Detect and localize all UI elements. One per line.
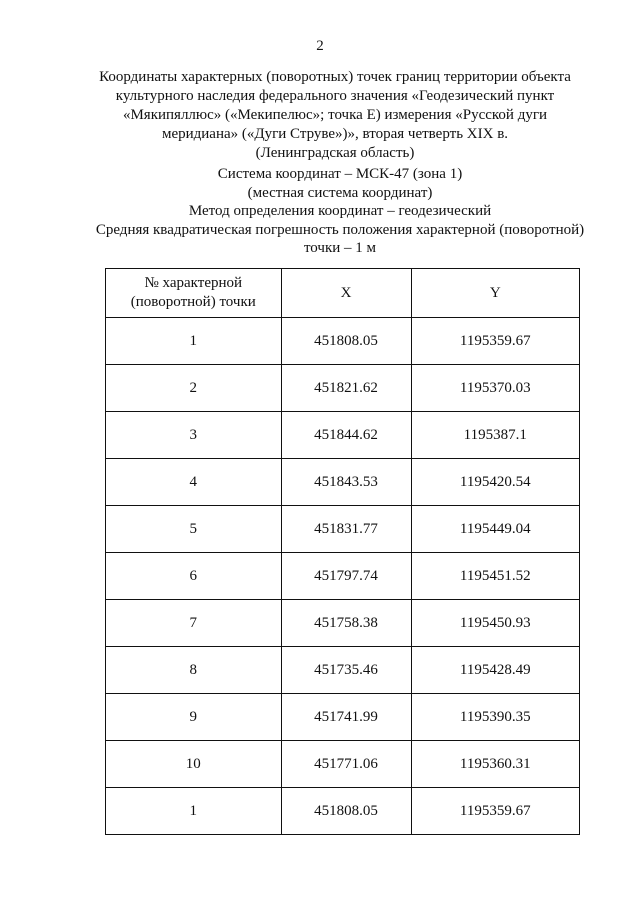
cell-x: 451771.06 xyxy=(281,741,411,788)
table-row xyxy=(106,506,580,553)
title-line: культурного наследия федерального значения «Геодезический пункт xyxy=(115,88,555,104)
table-row xyxy=(106,694,580,741)
header-x: X xyxy=(281,269,411,318)
table-row xyxy=(106,412,580,459)
coordinates-table xyxy=(105,268,580,835)
cell-y: 1195359.67 xyxy=(411,318,579,365)
system-line: Метод определения координат – геодезический xyxy=(188,203,492,219)
cell-point: 6 xyxy=(106,553,282,600)
cell-x: 451831.77 xyxy=(281,506,411,553)
table-row xyxy=(106,600,580,647)
cell-x: 451758.38 xyxy=(281,600,411,647)
cell-y: 1195451.52 xyxy=(411,553,579,600)
cell-x: 451808.05 xyxy=(281,318,411,365)
cell-y: 1195420.54 xyxy=(411,459,579,506)
table-row xyxy=(106,318,580,365)
table-row xyxy=(106,459,580,506)
cell-point: 7 xyxy=(106,600,282,647)
cell-point: 4 xyxy=(106,459,282,506)
table-row xyxy=(106,553,580,600)
coordinate-system-info xyxy=(60,165,620,258)
cell-y: 1195360.31 xyxy=(411,741,579,788)
system-line: Система координат – МСК-47 (зона 1) xyxy=(217,166,463,182)
cell-point: 2 xyxy=(106,365,282,412)
cell-y: 1195428.49 xyxy=(411,647,579,694)
cell-y: 1195390.35 xyxy=(411,694,579,741)
cell-point: 8 xyxy=(106,647,282,694)
cell-x: 451808.05 xyxy=(281,788,411,835)
cell-point: 10 xyxy=(106,741,282,788)
cell-x: 451797.74 xyxy=(281,553,411,600)
cell-y: 1195450.93 xyxy=(411,600,579,647)
cell-x: 451844.62 xyxy=(281,412,411,459)
table-row xyxy=(106,788,580,835)
cell-x: 451843.53 xyxy=(281,459,411,506)
document-title xyxy=(90,68,580,163)
header-point-number xyxy=(106,269,282,318)
cell-x: 451735.46 xyxy=(281,647,411,694)
system-line: точки – 1 м xyxy=(303,240,377,256)
table-row xyxy=(106,741,580,788)
system-line: (местная система координат) xyxy=(247,184,433,201)
page-number: 2 xyxy=(316,38,324,54)
table-row xyxy=(106,647,580,694)
title-line: меридиана» («Дуги Струве»)», вторая четверть XIX в. xyxy=(161,126,509,142)
system-line: Средняя квадратическая погрешность положения характерной (поворотной) xyxy=(95,221,585,238)
title-line: (Ленинградская область) xyxy=(255,145,415,161)
cell-y: 1195449.04 xyxy=(411,506,579,553)
title-line: «Мякипяллюс» («Мекипелюс»; точка Е) измерения «Русской дуги xyxy=(122,107,548,123)
cell-point: 1 xyxy=(106,318,282,365)
table-header-row xyxy=(106,269,580,318)
cell-x: 451821.62 xyxy=(281,365,411,412)
cell-point: 3 xyxy=(106,412,282,459)
table-row xyxy=(106,365,580,412)
cell-point: 1 xyxy=(106,788,282,835)
header-y: Y xyxy=(411,269,579,318)
cell-y: 1195370.03 xyxy=(411,365,579,412)
title-line: Координаты характерных (поворотных) точек границ территории объекта xyxy=(99,69,571,85)
cell-y: 1195387.1 xyxy=(411,412,579,459)
header-point-line: № характерной xyxy=(144,275,243,291)
cell-x: 451741.99 xyxy=(281,694,411,741)
cell-point: 9 xyxy=(106,694,282,741)
cell-y: 1195359.67 xyxy=(411,788,579,835)
header-point-line: (поворотной) точки xyxy=(130,294,256,310)
cell-point: 5 xyxy=(106,506,282,553)
